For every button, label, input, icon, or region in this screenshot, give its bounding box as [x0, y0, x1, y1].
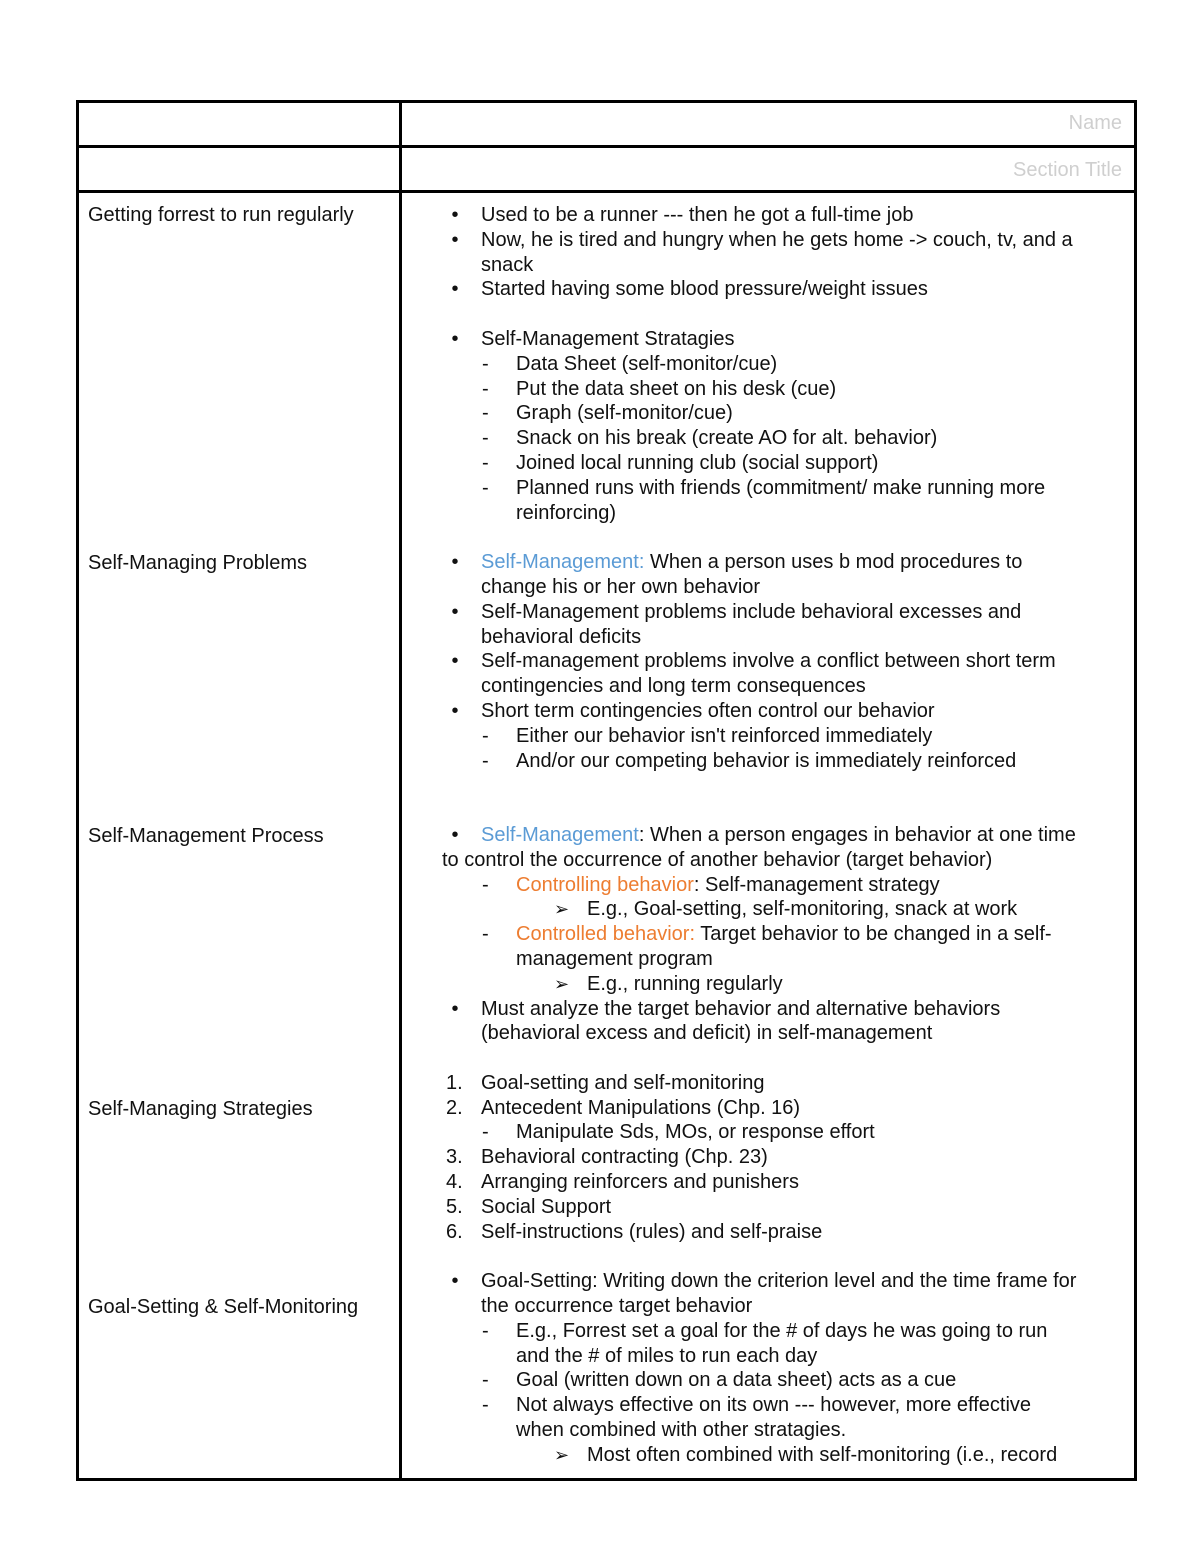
list-item-continuation: contingencies and long term consequences [481, 675, 866, 698]
dash-marker: - [482, 1121, 489, 1144]
sub-item: - Data Sheet (self-monitor/cue) [482, 352, 778, 375]
list-item: • Used to be a runner --- then he got a full-time job [442, 203, 1132, 228]
sub-item: - Either our behavior isn't reinforced immediately [482, 724, 933, 747]
bullet-marker: • [451, 699, 459, 722]
numbered-item: 2. Antecedent Manipulations (Chp. 16) [446, 1096, 801, 1119]
bullet-marker: • [451, 650, 459, 673]
spacer [442, 302, 1132, 327]
dash-marker: - [482, 923, 489, 946]
sub-item-continuation: management program [516, 947, 713, 970]
dash-marker: - [482, 749, 489, 772]
spacer [442, 525, 1132, 550]
topic-forrest: Getting forrest to run regularly [88, 204, 354, 226]
item-number: 5. [446, 1195, 463, 1218]
dash-marker: - [482, 724, 489, 747]
bullet-marker: • [451, 204, 459, 226]
sub-item-continuation: when combined with other stratagies. [516, 1419, 847, 1442]
arrow-marker-icon: ➢ [554, 899, 570, 920]
sub-item: - Controlling behavior: Self-management strategy [482, 873, 940, 896]
item-number: 1. [446, 1071, 463, 1094]
term-highlight: Self-Management [481, 823, 639, 846]
term-highlight: Self-Management: [481, 551, 645, 574]
sub-item: - Joined local running club (social support) [482, 451, 879, 474]
sub-item: - And/or our competing behavior is immediately reinforced [482, 749, 1017, 772]
numbered-item: 1. Goal-setting and self-monitoring [446, 1071, 765, 1094]
item-number: 6. [446, 1220, 463, 1243]
arrow-marker-icon: ➢ [554, 1444, 570, 1465]
sub-item: - Manipulate Sds, MOs, or response effort [482, 1121, 875, 1144]
list-item-continuation: behavioral deficits [481, 625, 642, 648]
list-item: • Self-Management Stratagies [442, 327, 1132, 352]
list-item: • Self-Management problems include behavioral excesses and [442, 600, 1132, 625]
item-number: 3. [446, 1146, 463, 1169]
sub-item: - Not always effective on its own --- however, more effective [482, 1394, 1032, 1417]
list-item-continuation: the occurrence target behavior [481, 1295, 753, 1318]
sub-item: - Graph (self-monitor/cue) [482, 402, 733, 425]
bullet-marker: • [451, 327, 459, 350]
item-number: 2. [446, 1096, 463, 1119]
dash-marker: - [482, 476, 489, 499]
column-divider [399, 100, 402, 1481]
spacer [442, 773, 1132, 798]
dash-marker: - [482, 1369, 489, 1392]
bullet-marker: • [451, 600, 459, 623]
bullet-marker: • [451, 997, 459, 1020]
numbered-item: 3. Behavioral contracting (Chp. 23) [446, 1146, 768, 1169]
numbered-item: 4. Arranging reinforcers and punishers [446, 1171, 799, 1194]
item-number: 4. [446, 1171, 463, 1194]
list-item: • Goal-Setting: Writing down the criterion level and the time frame for [442, 1269, 1132, 1294]
list-item: • Short term contingencies often control our behavior [442, 699, 1132, 724]
term-highlight: Controlled behavior: [516, 923, 695, 946]
bullet-marker: • [451, 228, 459, 251]
list-item: • Must analyze the target behavior and alternative behaviors [442, 997, 1132, 1022]
list-item-continuation: change his or her own behavior [481, 575, 761, 598]
list-item: • Now, he is tired and hungry when he gets home -> couch, tv, and a [442, 228, 1132, 253]
dash-marker: - [482, 1394, 489, 1417]
dash-marker: - [482, 377, 489, 400]
dash-marker: - [482, 1319, 489, 1342]
sub-item-continuation: reinforcing) [516, 501, 617, 524]
list-item: • Started having some blood pressure/weight issues [442, 277, 1132, 302]
sub-item: - E.g., Forrest set a goal for the # of days he was going to run [482, 1319, 1048, 1342]
list-item-continuation: to control the occurrence of another behavior (target behavior) [442, 848, 993, 871]
dash-marker: - [482, 427, 489, 450]
sub-item: - Controlled behavior: Target behavior to be changed in a self- [482, 923, 1052, 946]
section-title-field[interactable]: Section Title [1013, 159, 1122, 181]
dash-marker: - [482, 402, 489, 425]
topic-self-managing-problems: Self-Managing Problems [88, 552, 307, 574]
dash-marker: - [482, 873, 489, 896]
bullet-marker: • [451, 551, 459, 574]
dash-marker: - [482, 451, 489, 474]
spacer [442, 1046, 1132, 1071]
topic-self-management-process: Self-Management Process [88, 825, 324, 847]
spacer [442, 1244, 1132, 1269]
row-divider-name [76, 145, 1137, 148]
list-item-continuation: (behavioral excess and deficit) in self-management [481, 1022, 933, 1045]
sub-item: - Put the data sheet on his desk (cue) [482, 377, 837, 400]
numbered-item: 6. Self-instructions (rules) and self-praise [446, 1220, 823, 1243]
sub-sub-item: ➢ Most often combined with self-monitoring (i.e., record [554, 1443, 1058, 1466]
dash-marker: - [482, 352, 489, 375]
sub-item: - Goal (written down on a data sheet) acts as a cue [482, 1369, 957, 1392]
numbered-item: 5. Social Support [446, 1195, 612, 1218]
topic-goal-setting: Goal-Setting & Self-Monitoring [88, 1296, 359, 1318]
sub-item: - Snack on his break (create AO for alt. behavior) [482, 427, 938, 450]
arrow-marker-icon: ➢ [554, 973, 570, 994]
sub-item: - Planned runs with friends (commitment/ make running more [482, 476, 1046, 499]
sub-sub-item: ➢ E.g., running regularly [554, 972, 783, 995]
bullet-marker: • [451, 1270, 459, 1293]
spacer [442, 798, 1132, 823]
list-item-continuation: snack [481, 253, 534, 276]
list-item: • Self-Management: When a person engages in behavior at one time [442, 823, 1132, 848]
row-divider-section [76, 190, 1137, 193]
name-field[interactable]: Name [1068, 112, 1122, 134]
bullet-marker: • [451, 823, 459, 846]
topic-self-managing-strategies: Self-Managing Strategies [88, 1098, 313, 1120]
sub-item-continuation: and the # of miles to run each day [516, 1344, 818, 1367]
term-highlight: Controlling behavior [516, 873, 694, 896]
list-item: • Self-management problems involve a conflict between short term [442, 649, 1132, 674]
list-item: • Self-Management: When a person uses b mod procedures to [442, 550, 1132, 575]
sub-sub-item: ➢ E.g., Goal-setting, self-monitoring, snack at work [554, 898, 1018, 921]
notes-column [442, 203, 1132, 1468]
bullet-marker: • [451, 278, 459, 301]
